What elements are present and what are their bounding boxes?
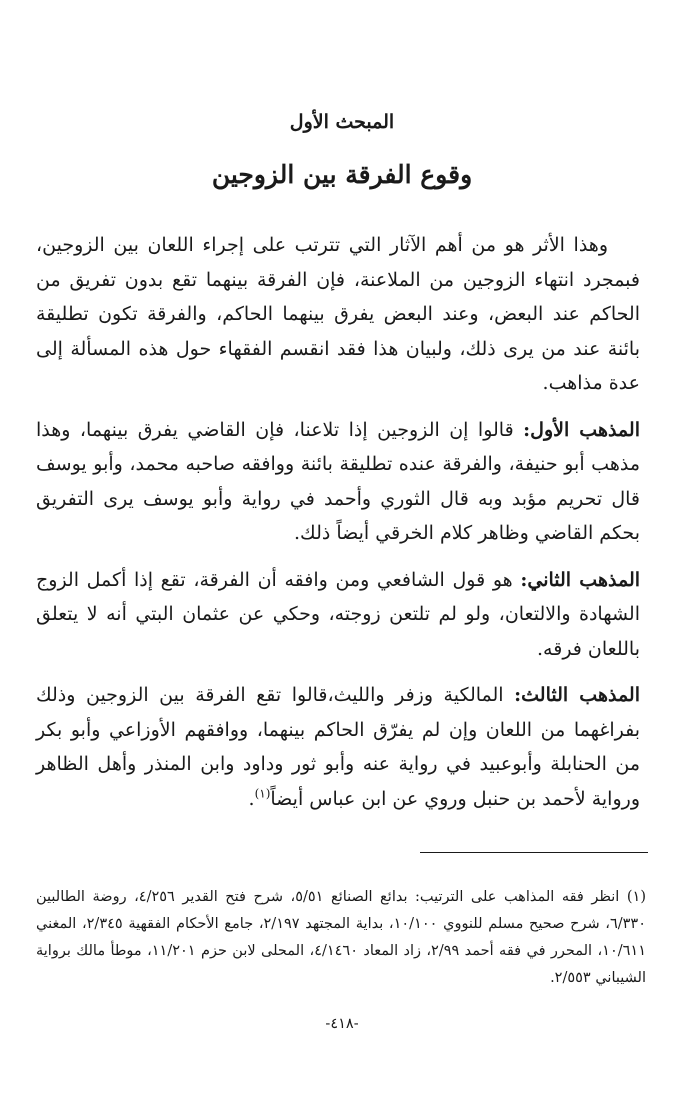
footnote-reference[interactable]: (١) [254,786,271,801]
section-title: المبحث الأول [289,111,395,133]
school-text: المالكية وزفر والليث،قالوا تقع الفرقة بين الزوجين وذلك بفراغهما من اللعان وإن لم يفرّق الحاكم بينهما، ووافقهم الأوزاعي وأبو بكر من الحنابلة وأبوعبيد في رواية عنه وأبو ثور وداود وابن المنذر وأهل الظاهر ورواية لأحمد بن حنبل وروي عن ابن عباس أيضاً [36,684,640,810]
school-paragraph-2 [36,563,640,667]
school-text-tail: . [248,787,255,810]
main-title: وقوع الفرقة بين الزوجين [211,160,473,189]
footnotes [36,884,646,992]
page-number: -٤١٨- [325,1016,359,1032]
school-text: هو قول الشافعي ومن وافقه أن الفرقة، تقع إذا أكمل الزوج الشهادة والالتعان، ولو لم تلتعن زوجته، وحكي عن عثمان البتي أنه لا يتعلق باللعان فرقه. [36,568,640,660]
school-label: المذهب الثالث: [514,684,640,706]
body-text [36,228,640,828]
footnote-divider [420,852,648,853]
school-paragraph-1 [36,413,640,551]
footnote: (١) انظر فقه المذاهب على الترتيب: بدائع الصنائع ٥/٥١، شرح فتح القدير ٤/٢٥٦، روضة الطالبين ٦/٣٣٠، شرح صحيح مسلم للنووي ١٠/١٠٠، بداية المجتهد ٢/١٩٧، جامع الأحكام الفقهية ٢/٣٤٥، المغني ١٠/٦١١، المحرر في فقه أحمد ٢/٩٩، زاد المعاد ٤/١٤٦٠، المحلى لابن حزم ١١/٢٠١، موطأ مالك برواية الشيباني ٢/٥٥٣. [36,889,646,986]
school-label: المذهب الأول: [523,418,640,441]
school-paragraph-3 [36,678,640,816]
school-text: قالوا إن الزوجين إذا تلاعنا، فإن القاضي يفرق بينهما، وهذا مذهب أبو حنيفة، والفرقة عنده تطليقة بائنة ووافقه صاحبه محمد، وأبو يوسف قال تحريم مؤبد وبه قال الثوري وأحمد في رواية وأبو يوسف يرى التفريق بحكم القاضي وظاهر كلام الخرقي أيضاً ذلك. [36,418,640,544]
school-label: المذهب الثاني: [520,568,641,591]
intro-paragraph: وهذا الأثر هو من أهم الآثار التي تترتب على إجراء اللعان بين الزوجين، فبمجرد انتهاء الزوجين من الملاعنة، فإن الفرقة بينهما تقع بدون تفريق من الحاكم عند البعض، وعند البعض يفرق بينهما الحاكم، والفرقة تكون تطليقة بائنة عند من يرى ذلك، ولبيان هذا فقد انقسم الفقهاء حول هذه المسألة إلى عدة مذاهب. [36,234,640,394]
